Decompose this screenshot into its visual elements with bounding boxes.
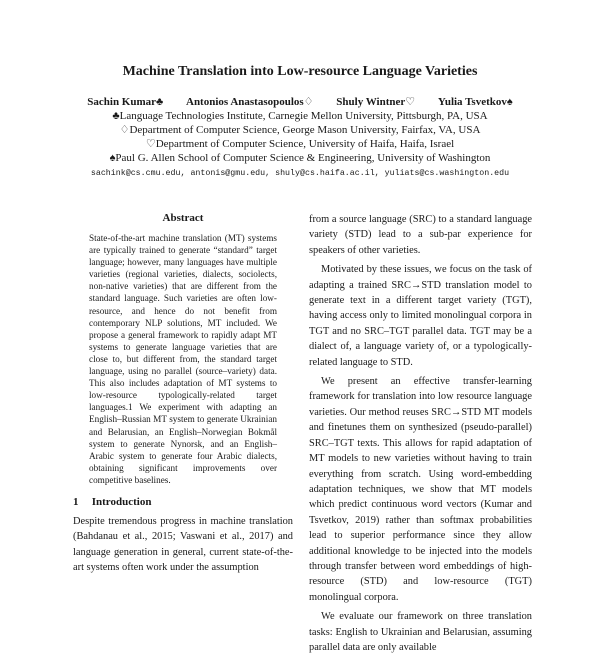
email-line: sachink@cs.cmu.edu, antonis@gmu.edu, shuly@cs.haifa.ac.il, yuliats@cs.washington.edu xyxy=(90,169,510,178)
author-name: Sachin Kumar♣ xyxy=(87,96,164,108)
abstract-text: State-of-the-art machine translation (MT) systems are typically trained to generate “standard” target language; however, many languages have multiple varieties (regional varieties, dialects, sociolects, non-native varieties) that are different from the standard language. Such varieties are often low-resource, and hence do not benefit from contemporary NLP solutions, MT included. We propose a general framework to rapidly adapt MT systems to generate language varieties that are close to, but different from, the standard target language, using no parallel (source–variety) data. This also includes adaptation of MT systems to low-resource typologically-related target languages.1 We experiment with adapting an English–Russian MT system to generate Ukrainian and Belarusian, an English–Norwegian Bokmål system to generate Nynorsk, and an English–Arabic system to generate four Arabic dialects, obtaining significant improvements over competitive baselines. xyxy=(89,233,277,485)
author-name: Antonios Anastasopoulos♢ xyxy=(186,96,314,108)
body-paragraph: We present an effective transfer-learning framework for translation into low resource language varieties. Our method reuses SRC→STD MT models and finetunes them on synthesized (pseudo-parallel) SRC–TGT texts. This allows for rapid adaptation of MT models to new varieties without having to train everything from scratch. Using word-embedding adaptation techniques, we show that MT models which predict continuous word vectors (Kumar and Tsvetkov, 2019) rather than softmax probabilities lead to superior performance since they allow additional knowledge to be injected into the models through transfer between word embeddings of high-resource (STD) and low-resource (TGT) monolingual corpora. xyxy=(309,376,532,603)
section-heading xyxy=(73,496,293,508)
paper-title: Machine Translation into Low-resource Language Varieties xyxy=(122,64,478,79)
body-paragraph: We evaluate our framework on three translation tasks: English to Ukrainian and Belarusian, assuming parallel data are only available xyxy=(309,611,532,653)
section-number: 1 xyxy=(73,495,79,508)
body-paragraph: from a source language (SRC) to a standard language variety (STD) lead to a sub-par experience for speakers of other varieties. xyxy=(309,214,532,256)
affiliation: ♣Language Technologies Institute, Carnegie Mellon University, Pittsburgh, PA, USA xyxy=(112,110,488,122)
affiliation: ♢Department of Computer Science, George Mason University, Fairfax, VA, USA xyxy=(119,124,481,136)
section-title: Introduction xyxy=(91,495,152,508)
intro-paragraph: Despite tremendous progress in machine translation (Bahdanau et al., 2015; Vaswani et al., 2017) and language generation in general, current state-of-the-art systems often work under the assumption xyxy=(73,515,293,574)
affiliation: ♡Department of Computer Science, University of Haifa, Haifa, Israel xyxy=(145,138,455,150)
body-paragraph: Motivated by these issues, we focus on the task of adapting a trained SRC→STD translation model to generate text in a different target variety (TGT), having access only to limited monolingual corpora in TGT and no SRC–TGT parallel data. TGT may be a dialect of, a language variety of, or a typologically-related language to STD. xyxy=(309,264,532,368)
abstract xyxy=(73,232,293,486)
intro-body xyxy=(73,514,293,576)
affiliation: ♠Paul G. Allen School of Computer Science & Engineering, University of Washington xyxy=(109,152,491,164)
abstract-heading: Abstract xyxy=(162,212,204,224)
author-name: Yulia Tsvetkov♠ xyxy=(437,96,513,108)
right-column xyxy=(309,212,532,659)
author-list xyxy=(0,95,600,108)
left-column xyxy=(73,212,293,576)
author-name: Shuly Wintner♡ xyxy=(336,96,416,108)
